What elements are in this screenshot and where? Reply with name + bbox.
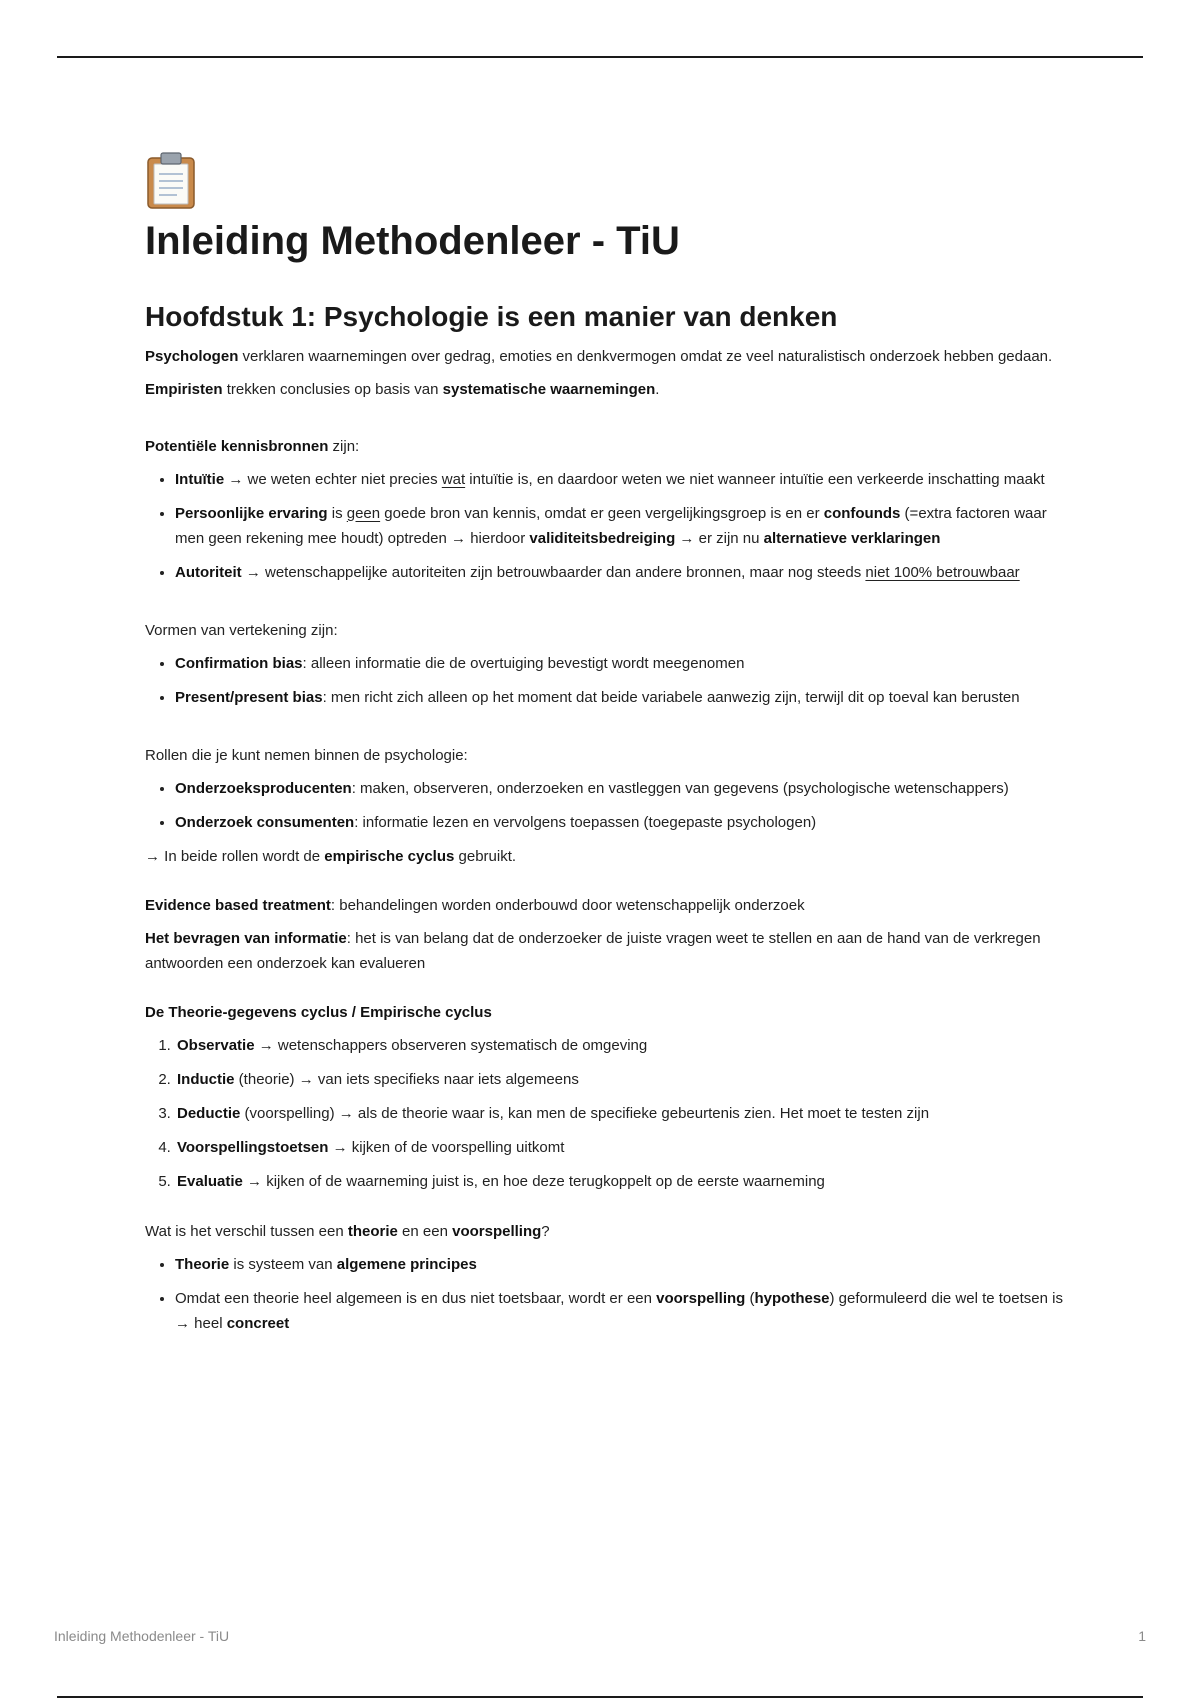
footer-page-number: 1 xyxy=(1138,1628,1146,1644)
difference-list xyxy=(145,1252,1065,1336)
list-item-consumers: • Onderzoek consumenten: informatie lezen en vervolgens toepassen (toegepaste psychologen) xyxy=(175,810,1065,835)
list-item-cycle-step: 5. Evaluatie → kijken of de waarneming juist is, en hoe deze terugkoppelt op de eerste waarneming xyxy=(175,1169,1065,1194)
chapter-heading: Hoofdstuk 1: Psychologie is een manier van denken xyxy=(145,301,838,332)
intro-paragraph-psychologen: Psychologen verklaren waarnemingen over gedrag, emoties en denkvermogen omdat ze veel naturalistisch onderzoek hebben gedaan. xyxy=(145,347,1053,365)
questioning-paragraph: Het bevragen van informatie: het is van belang dat de onderzoeker de juiste vragen weet te stellen en aan de hand van de verkregen antwoorden een onderzoek kan evalueren xyxy=(145,929,1041,972)
intro-paragraph-empiristen: Empiristen trekken conclusies op basis van systematische waarnemingen. xyxy=(145,380,660,398)
bias-list xyxy=(145,651,1065,710)
clipboard-icon xyxy=(145,150,197,210)
evidence-paragraph: Evidence based treatment: behandelingen worden onderbouwd door wetenschappelijk onderzoek xyxy=(145,896,805,914)
footer-title: Inleiding Methodenleer - TiU xyxy=(54,1628,230,1644)
bottom-rule xyxy=(57,1696,1143,1698)
top-rule xyxy=(57,56,1143,58)
list-item-present-bias: • Present/present bias: men richt zich alleen op het moment dat beide variabele aanwezig zijn, terwijl dit op toeval kan berusten xyxy=(175,685,1065,710)
list-item-hypothesis: • Omdat een theorie heel algemeen is en dus niet toetsbaar, wordt er een voorspelling (hypothese) geformuleerd die wel te toetsen is → heel concreet xyxy=(175,1286,1065,1336)
list-item-theory: • Theorie is systeem van algemene principes xyxy=(175,1252,1065,1277)
list-item-producers: • Onderzoeksproducenten: maken, observeren, onderzoeken en vastleggen van gegevens (psychologische wetenschappers) xyxy=(175,776,1065,801)
page-title: Inleiding Methodenleer - TiU xyxy=(145,219,680,263)
bias-lead: Vormen van vertekening zijn: xyxy=(145,621,338,639)
sources-list xyxy=(145,467,1065,585)
roles-note: → In beide rollen wordt de empirische cyclus gebruikt. xyxy=(145,847,517,865)
cycle-list xyxy=(145,1033,1065,1194)
difference-question: Wat is het verschil tussen een theorie en een voorspelling? xyxy=(145,1222,550,1240)
list-item-cycle-step: 4. Voorspellingstoetsen → kijken of de voorspelling uitkomt xyxy=(175,1135,1065,1160)
roles-lead: Rollen die je kunt nemen binnen de psychologie: xyxy=(145,746,468,764)
list-item-ervaring: • Persoonlijke ervaring is geen goede bron van kennis, omdat er geen vergelijkingsgroep is en er confounds (=extra factoren waar men geen rekening mee houdt) optreden → hierdoor validiteitsbedreiging → er zijn nu alternatieve verklaringen xyxy=(175,501,1065,551)
list-item-confirmation-bias: • Confirmation bias: alleen informatie die de overtuiging bevestigt wordt meegenomen xyxy=(175,651,1065,676)
list-item-cycle-step: 3. Deductie (voorspelling) → als de theorie waar is, kan men de specifieke gebeurtenis zien. Het moet te testen zijn xyxy=(175,1101,1065,1126)
sources-lead: Potentiële kennisbronnen zijn: xyxy=(145,437,360,455)
list-item-cycle-step: 2. Inductie (theorie) → van iets specifieks naar iets algemeens xyxy=(175,1067,1065,1092)
roles-list xyxy=(145,776,1065,835)
list-item-intuitie: • Intuïtie → we weten echter niet precies wat intuïtie is, en daardoor weten we niet wanneer intuïtie een verkeerde inschatting maakt xyxy=(175,467,1065,492)
document-body xyxy=(145,150,1065,1345)
list-item-cycle-step: 1. Observatie → wetenschappers observeren systematisch de omgeving xyxy=(175,1033,1065,1058)
list-item-autoriteit: • Autoriteit → wetenschappelijke autoriteiten zijn betrouwbaarder dan andere bronnen, maar nog steeds niet 100% betrouwbaar xyxy=(175,560,1065,585)
cycle-heading: De Theorie-gegevens cyclus / Empirische cyclus xyxy=(145,1003,492,1021)
